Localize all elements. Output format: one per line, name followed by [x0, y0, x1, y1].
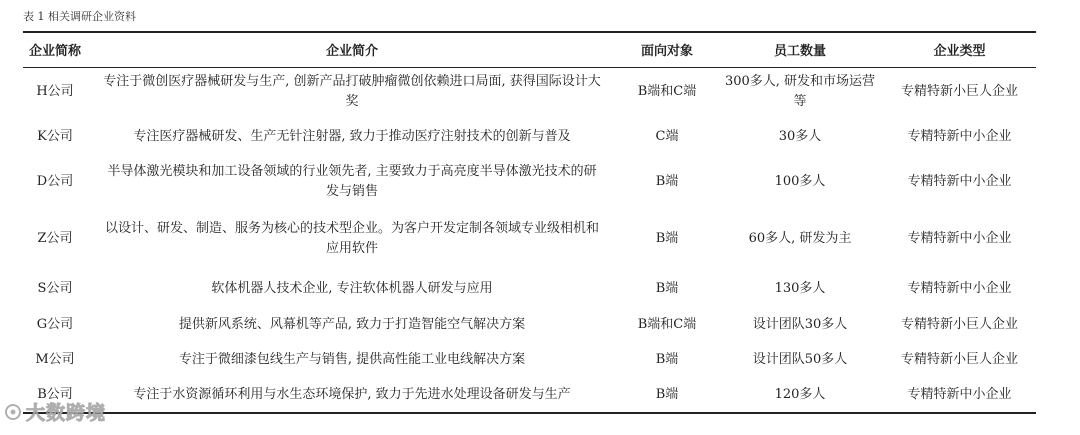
header-staff: 员工数量: [773, 44, 826, 60]
cell-type: 专精特新中小企业: [907, 174, 1012, 189]
cell-short-name: Z公司: [37, 230, 73, 246]
cell-staff: 130多人: [774, 280, 826, 296]
table-row: [23, 67, 1036, 117]
cell-staff: 设计团队50多人: [752, 351, 848, 367]
cell-type: 专精特新小巨人企业: [900, 316, 1018, 332]
cell-profile: 专注医疗器械研发、生产无针注射器, 致力于推动医疗注射技术的创新与普及: [133, 129, 571, 144]
cell-staff: 300多人, 研发和市场运营等: [724, 74, 876, 110]
company-table: [23, 31, 1036, 414]
cell-type: 专精特新中小企业: [907, 386, 1012, 402]
cell-staff: 100多人: [774, 174, 826, 189]
cell-target: B端: [655, 351, 679, 367]
header-short-name: 企业简称: [28, 44, 81, 60]
cell-profile: 专注于微创医疗器械研发与生产, 创新产品打破肿瘤微创依赖进口局面, 获得国际设计大奖: [103, 74, 601, 110]
cell-target: B端: [655, 174, 679, 189]
cell-target: B端: [655, 280, 679, 296]
cell-profile: 专注于微细漆包线生产与销售, 提供高性能工业电线解决方案: [178, 351, 526, 367]
cell-profile: 以设计、研发、制造、服务为核心的技术型企业。为客户开发定制各领域专业级相机和应用软件: [104, 220, 599, 256]
watermark-logo-icon: [4, 403, 22, 421]
cell-target: B端和C端: [637, 316, 697, 332]
watermark: [4, 398, 106, 425]
cell-target: B端: [655, 230, 679, 246]
header-target: 面向对象: [640, 44, 693, 60]
cell-short-name: D公司: [36, 174, 74, 189]
cell-short-name: G公司: [36, 316, 74, 332]
header-profile: 企业简介: [325, 44, 378, 60]
cell-profile: 专注于水资源循环利用与水生态环境保护, 致力于先进水处理设备研发与生产: [133, 386, 571, 402]
cell-type: 专精特新中小企业: [907, 230, 1012, 246]
watermark-text: 大数跨境: [26, 402, 107, 424]
header-type: 企业类型: [933, 44, 986, 60]
table-header-row: [23, 32, 1036, 67]
cell-staff: 120多人: [774, 386, 826, 402]
cell-staff: 30多人: [778, 129, 822, 144]
table-row: [23, 207, 1036, 270]
cell-profile: 软体机器人技术企业, 专注软体机器人研发与应用: [211, 280, 493, 296]
table-row: [23, 342, 1036, 377]
cell-target: C端: [655, 129, 679, 144]
cell-short-name: K公司: [37, 129, 73, 144]
cell-profile: 提供新风系统、风幕机等产品, 致力于打造智能空气解决方案: [178, 316, 526, 332]
table-row: [23, 377, 1036, 413]
cell-staff: 60多人, 研发为主: [748, 230, 852, 246]
cell-staff: 设计团队30多人: [752, 316, 848, 332]
cell-short-name: H公司: [36, 84, 74, 100]
cell-type: 专精特新小巨人企业: [900, 84, 1018, 100]
cell-type: 专精特新中小企业: [907, 129, 1012, 144]
cell-short-name: S公司: [37, 280, 73, 296]
cell-profile: 半导体激光模块和加工设备领域的行业领先者, 主要致力于高亮度半导体激光技术的研发与销售: [107, 164, 597, 199]
cell-target: B端和C端: [637, 84, 697, 100]
table-caption: 表 1 相关调研企业资料: [23, 10, 136, 23]
cell-short-name: M公司: [35, 351, 75, 367]
cell-type: 专精特新中小企业: [907, 280, 1012, 296]
table-row: [23, 117, 1036, 157]
cell-short-name: B公司: [37, 386, 73, 402]
table-row: [23, 307, 1036, 342]
table-row: [23, 157, 1036, 207]
cell-target: B端: [655, 386, 679, 402]
cell-type: 专精特新小巨人企业: [900, 351, 1018, 367]
table-row: [23, 270, 1036, 307]
